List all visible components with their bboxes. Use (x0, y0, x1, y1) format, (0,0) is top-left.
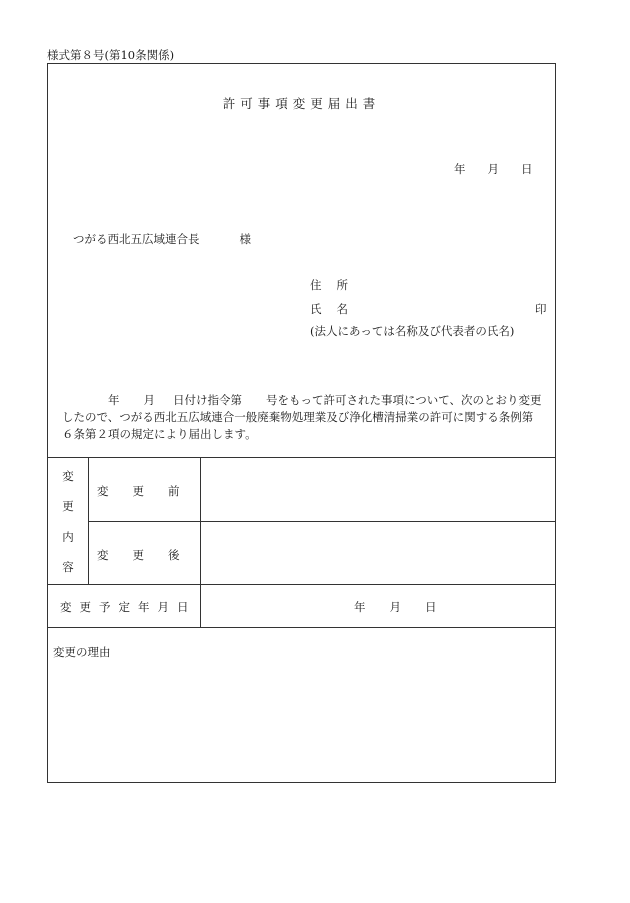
date-row-top-line (48, 584, 555, 585)
scheduled-date-value (354, 599, 437, 615)
change-content-char-2: 更 (62, 499, 74, 514)
addressee-name: つがる西北五広域連合長 (73, 232, 200, 246)
change-content-char-4: 容 (62, 559, 74, 574)
statement-year: 年 (108, 393, 120, 407)
before-change-label: 変更前 (97, 484, 204, 498)
addressee-honorific: 様 (239, 232, 251, 246)
month-label: 月 (487, 162, 499, 176)
statement-day-text: 日付け指令第 (173, 393, 242, 407)
day-label: 日 (521, 162, 533, 176)
change-content-char-1: 変 (62, 469, 74, 484)
submission-date (454, 161, 533, 177)
scheduled-year-label: 年 (354, 600, 366, 614)
address-label: 住所 (310, 278, 363, 292)
seal-mark: 印 (535, 302, 547, 316)
name-label: 氏名 (310, 302, 363, 316)
after-change-label: 変更後 (97, 548, 204, 562)
change-reason-label: 変更の理由 (53, 645, 111, 659)
scheduled-day-label: 日 (425, 600, 437, 614)
document-title: 許可事項変更届出書 (222, 96, 381, 111)
reason-top-line (48, 627, 555, 628)
addressee (73, 231, 251, 247)
statement-month: 月 (143, 393, 155, 407)
corporate-note: (法人にあっては名称及び代表者の氏名) (310, 324, 515, 338)
statement-text (62, 392, 543, 443)
form-frame (47, 63, 556, 783)
change-content-char-3: 内 (62, 529, 74, 544)
label-col-divider (88, 457, 89, 584)
scheduled-month-label: 月 (389, 600, 401, 614)
form-number: 様式第８号(第10条関係) (47, 48, 175, 62)
scheduled-date-label: 変更予定年月日 (60, 600, 197, 614)
year-label: 年 (454, 162, 466, 176)
table-top-line (48, 457, 555, 458)
statement-body: 号をもって許可された事項について、次のとおり変更したので、つがる西北五広域連合一般廃棄物処理業及び浄化槽清掃業の許可に関する条例第６条第２項の規定により届出します。 (62, 393, 542, 441)
before-after-divider (88, 521, 555, 522)
change-content-label (48, 459, 88, 584)
